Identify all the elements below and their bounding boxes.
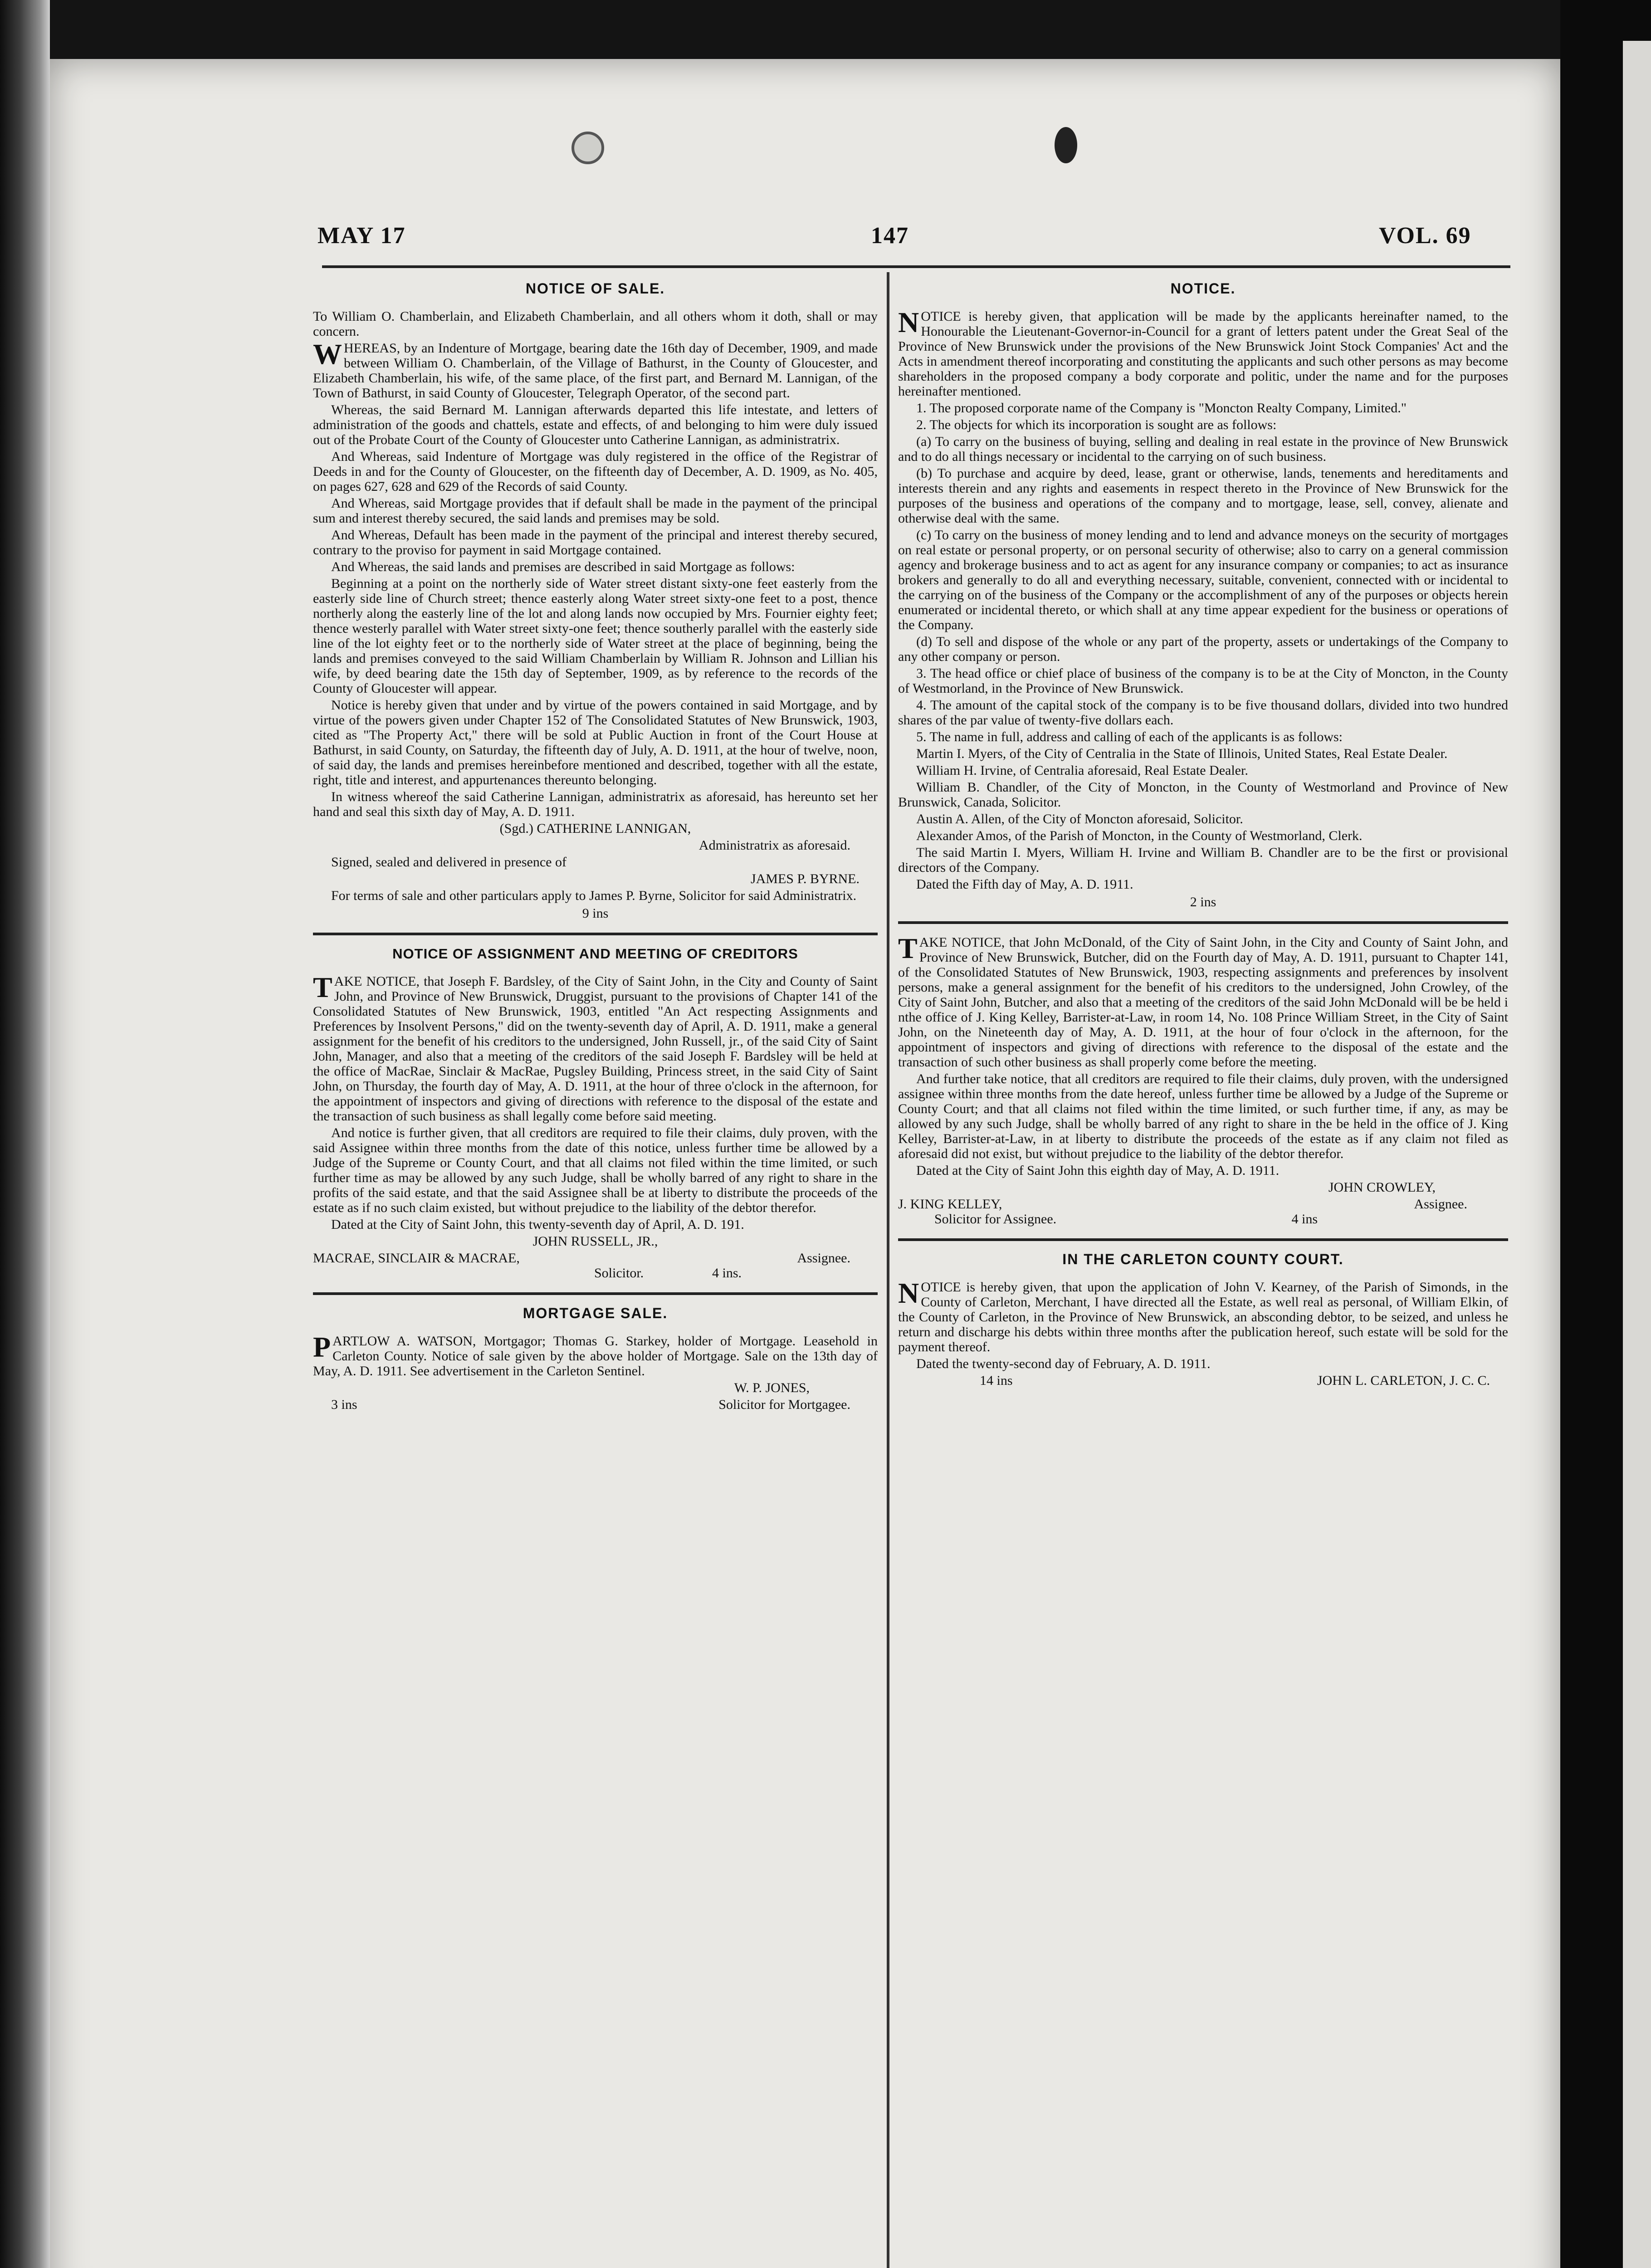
signature-name: W. P. JONES, <box>734 1380 810 1395</box>
notice-paragraph: And Whereas, said Mortgage provides that if default shall be made in the payment of the principal sum and interest thereby secured, the said lands and premises may be sold. <box>313 496 878 526</box>
notice-paragraph: (b) To purchase and acquire by deed, lease, grant or otherwise, lands, tenements and hereditaments and interests therein and any rights and easements in respect thereto in the Province of New Brunswick for the purposes of the business and operations of the company and to mortgage, lease, sell, convey, alienate and otherwise deal with the same. <box>898 466 1508 526</box>
book-spine-shadow <box>0 0 50 2268</box>
binding-hole <box>1055 127 1077 163</box>
signature-role: Solicitor for Mortgagee. <box>718 1397 850 1412</box>
left-column <box>313 277 878 1412</box>
notice-paragraph: The said Martin I. Myers, William H. Irvine and William B. Chandler are to be the first or provisional directors of the Company. <box>898 845 1508 875</box>
notice-paragraph: William H. Irvine, of Centralia aforesaid, Real Estate Dealer. <box>916 763 1248 778</box>
insertion-count: 14 ins <box>980 1373 1013 1388</box>
notice-paragraph: Notice is hereby given that under and by virtue of the powers contained in said Mortgage, and by virtue of the powers given under Chapter 152 of The Consolidated Statutes of New Brunswick, 1903, cited as "The Property Act," there will be sold at Public Auction in front of the Court House at Bathurst, in said County, on Saturday, the fifteenth day of July, A. D. 1911, at the hour of twelve, noon, of said day, the lands and premises hereinbefore mentioned and described, together with all the estate, right, title and interest, and appurtenances thereunto belonging. <box>313 698 878 787</box>
page-number: 147 <box>871 223 909 249</box>
binding-hole <box>572 132 604 164</box>
adjacent-page-edge <box>1623 41 1651 2268</box>
judge-signature: JOHN L. CARLETON, J. C. C. <box>1317 1373 1490 1388</box>
solicitor-role: Solicitor for Assignee. <box>934 1212 1057 1227</box>
column-divider <box>887 272 889 2268</box>
notice-paragraph: TAKE NOTICE, that Joseph F. Bardsley, of the City of Saint John, in the City and County of Saint John, and Province of New Brunswick, Druggist, pursuant to the provisions of Chapter 141 of the Consolidated Statutes of New Brunswick, 1903, entitled "An Act respecting Assignments and Preferences by Insolvent Persons," did on the twenty-seventh day of April, A. D. 1911, make a general assignment for the benefit of his creditors to the undersigned, John Russell, jr., of the said City of Saint John, Manager, and also that a meeting of the creditors of the said Joseph F. Bardsley will be held at the office of MacRae, Sinclair & MacRae, Pugsley Building, Princess street, in the said City of Saint John, on Thursday, the fourth day of May, A. D. 1911, at the hour of three o'clock in the afternoon, for the appointment of inspectors and giving of directions with reference to the disposal of the estate and the transaction of such business as shall legally come before said meeting. <box>313 971 878 1124</box>
solicitor-name: J. KING KELLEY, <box>898 1197 1002 1212</box>
notice-paragraph: And Whereas, the said lands and premises are described in said Mortgage as follows: <box>331 559 795 574</box>
section-rule <box>313 933 878 935</box>
page-header <box>50 222 1560 254</box>
notice-paragraph: WHEREAS, by an Indenture of Mortgage, bearing date the 16th day of December, 1909, and made between William O. Chamberlain, of the Village of Bathurst, in the County of Gloucester, and Elizabeth Chamberlain, his wife, of the same place, of the first part, and Bernard M. Lannigan, of the Town of Bathurst, in said County of Gloucester, Telegraph Operator, of the second part. <box>313 338 878 401</box>
notice-paragraph: And Whereas, said Indenture of Mortgage was duly registered in the office of the Registrar of Deeds in and for the County of Gloucester, on the fifteenth day of December, A. D. 1909, as No. 405, on pages 627, 628 and 629 of the Records of said County. <box>313 449 878 494</box>
section-rule <box>898 921 1508 924</box>
notice-paragraph: Dated at the City of Saint John, this twenty-seventh day of April, A. D. 191. <box>331 1217 744 1232</box>
section-title-notice: NOTICE. <box>1170 280 1236 297</box>
section-rule <box>898 1238 1508 1241</box>
volume-number: VOL. 69 <box>1379 223 1471 249</box>
notice-paragraph: In witness whereof the said Catherine Lannigan, administratrix as aforesaid, has hereunto set her hand and seal this sixth day of May, A. D. 1911. <box>313 789 878 819</box>
signature-role: Administratrix as aforesaid. <box>698 838 850 853</box>
notice-paragraph: Dated at the City of Saint John this eighth day of May, A. D. 1911. <box>916 1163 1280 1178</box>
notice-paragraph: William B. Chandler, of the City of Moncton, in the County of Westmorland and Province of New Brunswick, Canada, Solicitor. <box>898 780 1508 810</box>
notice-paragraph: (c) To carry on the business of money lending and to lend and advance moneys on the security of mortgages on real estate or personal property, or on personal security of otherwise; also to carry on a general commission agency and brokerage business and to act as agent for any insurance company or companies; to act as insurance brokers and generally to do all and everything necessary, suitable, convenient, connected with or incidental to the carrying on of the business of the Company or the accomplishment of any of the purposes or objects herein enumerated or incidental thereto, or which shall at any time appear expedient for the business or operations of the Company. <box>898 528 1508 632</box>
notice-paragraph: 1. The proposed corporate name of the Company is "Moncton Realty Company, Limited." <box>916 401 1407 415</box>
solicitor-role: Solicitor. <box>594 1266 644 1281</box>
notice-paragraph: Austin A. Allen, of the City of Moncton aforesaid, Solicitor. <box>916 811 1243 826</box>
notice-paragraph: TAKE NOTICE, that John McDonald, of the City of Saint John, in the City and County of Saint John, and Province of New Brunswick, Butcher, did on the Fourth day of May, A. D. 1911, pursuant to Chapter 141, of the Consolidated Statutes of New Brunswick, 1903, respecting assignments and preferences by insolvent persons, make a general assignment for the benefit of his creditors to the undersigned, John Crowley, of the City of Saint John, Butcher, and also that a meeting of the creditors of the said John McDonald will be be held i nthe office of J. King Kelley, Barrister-at-Law, in room 14, No. 108 Prince William Street, in the City of Saint John, on the Nineteenth day of May, A. D. 1911, at the hour of four o'clock in the afternoon, for the appointment of inspectors and giving of directions with reference to the disposal of the estate and the transaction of such other business as shall properly come before the meeting. <box>898 932 1508 1070</box>
right-column <box>898 277 1508 1388</box>
notice-paragraph: NOTICE is hereby given, that application will be made by the applicants hereinafter named, to the Honourable the Lieutenant-Governor-in-Council for a grant of letters patent under the Great Seal of the Province of New Brunswick under the provisions of the New Brunswick Joint Stock Companies' Act and the Acts in amendment thereof incorporating and constituting the applicants and such other persons as may become shareholders in the proposed company a body corporate and politic, under the name and for the purposes hereinafter mentioned. <box>898 306 1508 399</box>
notice-paragraph: And further take notice, that all creditors are required to file their claims, duly proven, with the undersigned assignee within three months from the date hereof, unless further time be allowed by a Judge of the Supreme or County Court; and that all claims not filed within the time limited, or such further time, if any, as may be allowed by any such Judge, shall be wholly barred of any right to share in the be held in the office of J. King Kelley, Barrister-at-Law, in at liberty to distribute the proceeds of the estate as if any claim not filed as aforesaid did not exist, but without prejudice to the liability of the debtor therefor. <box>898 1071 1508 1161</box>
notice-paragraph: 2. The objects for which its incorporation is sought are as follows: <box>916 417 1277 432</box>
notice-paragraph: And Whereas, Default has been made in the payment of the principal and interest thereby secured, contrary to the proviso for payment in said Mortgage contained. <box>313 528 878 557</box>
gazette-page <box>50 59 1560 2268</box>
signature-role: Assignee. <box>797 1251 850 1266</box>
section-title-carleton: IN THE CARLETON COUNTY COURT. <box>1062 1251 1344 1267</box>
terms-paragraph: For terms of sale and other particulars apply to James P. Byrne, Solicitor for said Administratrix. <box>331 888 857 903</box>
notice-paragraph: 3. The head office or chief place of business of the company is to be at the City of Moncton, in the County of Westmorland, in the Province of New Brunswick. <box>898 666 1508 696</box>
witness-name: JAMES P. BYRNE. <box>750 871 860 886</box>
notice-paragraph: Martin I. Myers, of the City of Centralia in the State of Illinois, United States, Real Estate Dealer. <box>916 746 1448 761</box>
section-title-notice-of-sale: NOTICE OF SALE. <box>525 280 665 297</box>
solicitor-firm: MACRAE, SINCLAIR & MACRAE, <box>313 1251 520 1266</box>
insertion-count: 3 ins <box>331 1397 357 1412</box>
insertion-count: 4 ins. <box>712 1266 742 1281</box>
section-title-mortgage-sale: MORTGAGE SALE. <box>523 1305 668 1321</box>
notice-paragraph: NOTICE is hereby given, that upon the application of John V. Kearney, of the Parish of Simonds, in the County of Carleton, Merchant, I have directed all the Estate, as well real as personal, of William Elkin, of the County of Carleton, in the Province of New Brunswick, an absconding debtor, to be seized, and unless he return and discharge his debts within three months after the publication hereof, such estate will be sold for the payment thereof. <box>898 1277 1508 1354</box>
signature-name: JOHN CROWLEY, <box>1328 1180 1436 1195</box>
notice-paragraph: (d) To sell and dispose of the whole or any part of the property, assets or undertakings of the Company to any other company or person. <box>898 634 1508 664</box>
notice-paragraph: Dated the twenty-second day of February, A. D. 1911. <box>916 1356 1211 1371</box>
signature-role: Assignee. <box>1414 1197 1467 1212</box>
signature-name: (Sgd.) CATHERINE LANNIGAN, <box>499 821 691 836</box>
notice-paragraph: 4. The amount of the capital stock of the company is to be five thousand dollars, divided into two hundred shares of the par value of twenty-five dollars each. <box>898 698 1508 728</box>
header-date: MAY 17 <box>318 223 406 249</box>
notice-paragraph: Alexander Amos, of the Parish of Moncton, in the County of Westmorland, Clerk. <box>916 828 1363 843</box>
notice-paragraph: 5. The name in full, address and calling of each of the applicants is as follows: <box>916 729 1343 744</box>
section-rule <box>313 1292 878 1295</box>
insertion-count: 4 ins <box>1291 1212 1318 1227</box>
notice-paragraph: PARTLOW A. WATSON, Mortgagor; Thomas G. Starkey, holder of Mortgage. Leasehold in Carleton County. Notice of sale given by the above holder of Mortgage. Sale on the 13th day of May, A. D. 1911. See advertisement in the Carleton Sentinel. <box>313 1331 878 1378</box>
header-rule <box>322 265 1510 268</box>
notice-paragraph: Whereas, the said Bernard M. Lannigan afterwards departed this life intestate, and letters of administration of the goods and chattels, estate and effects, of and belonging to him were duly issued out of the Probate Court of the County of Gloucester unto Catherine Lannigan, as administratrix. <box>313 402 878 447</box>
signed-line: Signed, sealed and delivered in presence of <box>331 855 567 870</box>
section-title-assignment: NOTICE OF ASSIGNMENT AND MEETING OF CREDITORS <box>392 946 798 962</box>
insertion-count: 9 ins <box>582 906 609 921</box>
address-line: To William O. Chamberlain, and Elizabeth Chamberlain, and all others whom it doth, shall or may concern. <box>313 309 878 339</box>
notice-paragraph: Beginning at a point on the northerly side of Water street distant sixty-one feet easterly from the easterly side line of Church street; thence easterly along Water street sixty-one feet to a post, thence northerly along the easterly line of the lot and along lands now occupied by Mrs. Fournier eighty feet; thence westerly parallel with Water street sixty-one feet; thence southerly parallel with the easterly side line of the lot eighty feet or to the northerly side of Water street at the place of beginning, being the lands and premises conveyed to the said William Chamberlain by William R. Johnson and Lillian his wife, by deed bearing date the 15th day of September, 1909, as by reference to the records of the County of Gloucester will appear. <box>313 576 878 696</box>
notice-paragraph: And notice is further given, that all creditors are required to file their claims, duly proven, with the said Assignee within three months from the date of this notice, unless further time be allowed by a Judge of the Supreme or County Court, and that all claims not filed within the time limited, or such further time as may be allowed by any such Judge, shall be wholly barred of any right to share in the profits of the said estate, and that the said Assignee shall be at liberty to distribute the proceeds of the estate as if no such claim existed, but without prejudice to the liability of the debtor therefor. <box>313 1125 878 1215</box>
notice-paragraph: Dated the Fifth day of May, A. D. 1911. <box>916 877 1133 892</box>
insertion-count: 2 ins <box>1190 894 1216 909</box>
notice-paragraph: (a) To carry on the business of buying, selling and dealing in real estate in the province of New Brunswick and to do all things necessary or incidental to the carrying on of such business. <box>898 434 1508 464</box>
signature-name: JOHN RUSSELL, JR., <box>532 1234 658 1249</box>
